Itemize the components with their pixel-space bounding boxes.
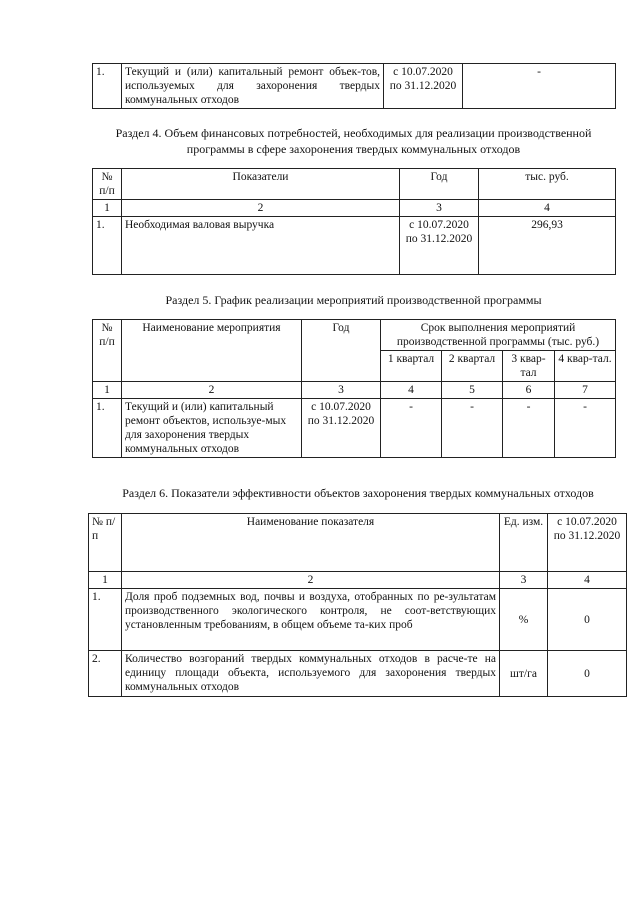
col-unit: Ед. изм. <box>500 514 548 572</box>
col-name: Наименование показателя <box>122 514 500 572</box>
row-year: с 10.07.2020 по 31.12.2020 <box>302 399 381 458</box>
table-row <box>89 589 627 651</box>
row-name: Текущий и (или) капитальный ремонт объектов, используе-мых для захоронения твердых коммунальных отходов <box>122 399 302 458</box>
row-q3: - <box>503 399 555 458</box>
num-cell: 3 <box>302 382 381 399</box>
col-number: № п/п <box>89 514 122 572</box>
col-year: Год <box>302 320 381 382</box>
row-value: 0 <box>548 589 627 651</box>
table-numbering-row <box>93 382 616 399</box>
table-numbering-row <box>89 572 627 589</box>
row-number: 1. <box>93 399 122 458</box>
row-year: с 10.07.2020 по 31.12.2020 <box>400 217 479 275</box>
num-cell: 1 <box>93 200 122 217</box>
section5-table <box>92 319 616 458</box>
row-period: с 10.07.2020 по 31.12.2020 <box>384 64 463 109</box>
table-header-row <box>89 514 627 572</box>
col-q2: 2 квартал <box>442 351 503 382</box>
num-cell: 2 <box>122 572 500 589</box>
col-value: тыс. руб. <box>479 169 616 200</box>
row-number: 1. <box>93 217 122 275</box>
num-cell: 3 <box>400 200 479 217</box>
row-number: 1. <box>89 589 122 651</box>
num-cell: 2 <box>122 382 302 399</box>
row-number: 2. <box>89 651 122 697</box>
row-q1: - <box>381 399 442 458</box>
table-numbering-row <box>93 200 616 217</box>
table-header-row <box>93 169 616 200</box>
col-year: Год <box>400 169 479 200</box>
row-name: Доля проб подземных вод, почвы и воздуха, отобранных по ре-зультатам производственного экологического контроля, не соот-ветствующих установленным требованиям, в общем объеме та-ких проб <box>122 589 500 651</box>
row-unit: шт/га <box>500 651 548 697</box>
num-cell: 3 <box>500 572 548 589</box>
section6-heading: Раздел 6. Показатели эффективности объектов захоронения твердых коммунальных отходов <box>122 486 594 500</box>
num-cell: 4 <box>479 200 616 217</box>
table-row <box>89 651 627 697</box>
row-value: - <box>463 64 616 109</box>
col-term: Срок выполнения мероприятий производственной программы (тыс. руб.) <box>381 320 616 351</box>
num-cell: 5 <box>442 382 503 399</box>
row-text: Текущий и (или) капитальный ремонт объек-тов, используемых для захоронения твердых коммунальных отходов <box>122 64 384 109</box>
table-top <box>92 63 616 109</box>
section4-heading: Раздел 4. Объем финансовых потребностей, необходимых для реализации производственной программы в сфере захоронения твердых коммунальных отходов <box>115 126 592 156</box>
table-row <box>93 399 616 458</box>
num-cell: 4 <box>381 382 442 399</box>
num-cell: 1 <box>89 572 122 589</box>
col-q1: 1 квартал <box>381 351 442 382</box>
row-number: 1. <box>93 64 122 109</box>
col-number: № п/п <box>93 169 122 200</box>
row-unit: % <box>500 589 548 651</box>
num-cell: 4 <box>548 572 627 589</box>
col-name: Наименование мероприятия <box>122 320 302 382</box>
col-q3: 3 квар-тал <box>503 351 555 382</box>
table-header-row <box>93 320 616 351</box>
col-number: № п/п <box>93 320 122 382</box>
row-name: Количество возгораний твердых коммунальных отходов в расче-те на единицу площади объекта, используемого для захоронения твердых коммунальных отходов <box>122 651 500 697</box>
col-q4: 4 квар-тал. <box>555 351 616 382</box>
num-cell: 1 <box>93 382 122 399</box>
row-value: 0 <box>548 651 627 697</box>
table-row <box>93 64 616 109</box>
row-value: 296,93 <box>479 217 616 275</box>
col-period: с 10.07.2020 по 31.12.2020 <box>548 514 627 572</box>
num-cell: 6 <box>503 382 555 399</box>
col-indicator: Показатели <box>122 169 400 200</box>
section6-table <box>88 513 627 697</box>
row-indicator: Необходимая валовая выручка <box>122 217 400 275</box>
row-q2: - <box>442 399 503 458</box>
row-q4: - <box>555 399 616 458</box>
num-cell: 2 <box>122 200 400 217</box>
section4-table <box>92 168 616 275</box>
num-cell: 7 <box>555 382 616 399</box>
table-row <box>93 217 616 275</box>
section5-heading: Раздел 5. График реализации мероприятий производственной программы <box>165 293 542 307</box>
